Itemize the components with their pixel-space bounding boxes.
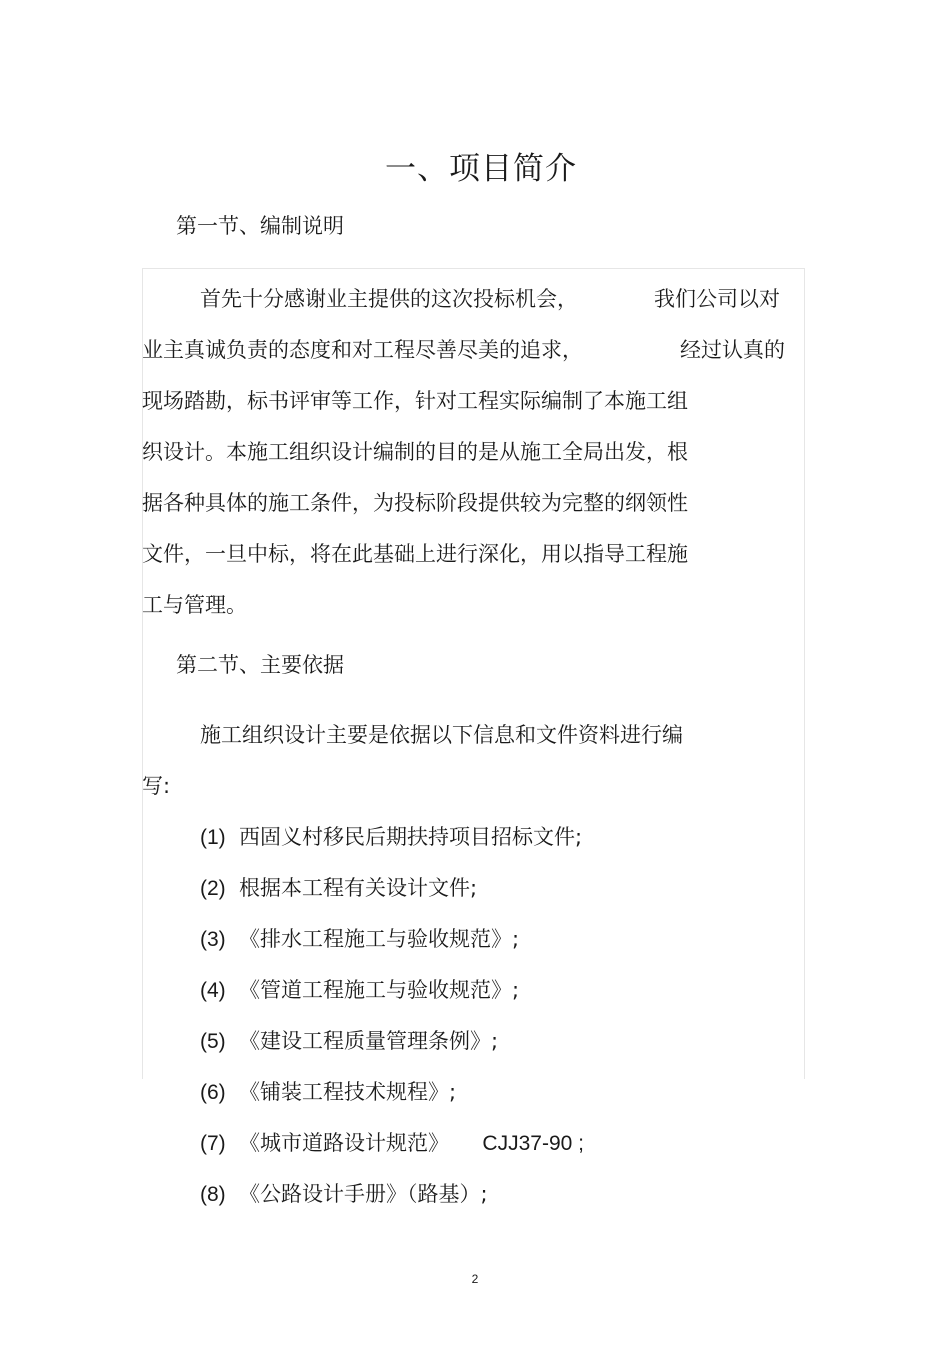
list-item: (6) 《铺装工程技术规程》; [200,1080,457,1104]
paragraph-line: 我们公司以对 [654,287,780,311]
paragraph-line: 织设计。本施工组织设计编制的目的是从施工全局出发，根 [142,440,688,464]
paragraph-line: 首先十分感谢业主提供的这次投标机会， [200,287,578,311]
list-item: (5) 《建设工程质量管理条例》; [200,1029,499,1053]
list-item: (8) 《公路设计手册》（路基）; [200,1182,488,1206]
list-item: (4) 《管道工程施工与验收规范》; [200,978,520,1002]
paragraph-line: 经过认真的 [680,338,785,362]
paragraph-line: 据各种具体的施工条件，为投标阶段提供较为完整的纲领性 [142,491,688,515]
intro-line: 写: [142,774,171,798]
list-item: (3) 《排水工程施工与验收规范》; [200,927,520,951]
page-title: 一、项目简介 [385,151,577,187]
paragraph-line: 工与管理。 [142,593,247,617]
list-item: (2) 根据本工程有关设计文件; [200,876,478,900]
page-number: 2 [471,1272,479,1286]
section-heading-2: 第二节、主要依据 [176,653,344,677]
paragraph-line: 文件，一旦中标，将在此基础上进行深化，用以指导工程施 [142,542,688,566]
paragraph-line: 现场踏勘，标书评审等工作，针对工程实际编制了本施工组 [142,389,688,413]
intro-line: 施工组织设计主要是依据以下信息和文件资料进行编 [200,723,683,747]
section-heading-1: 第一节、编制说明 [176,214,344,238]
paragraph-line: 业主真诚负责的态度和对工程尽善尽美的追求， [142,338,583,362]
list-item: (1) 西固义村移民后期扶持项目招标文件; [200,825,583,849]
list-item: (7) 《城市道路设计规范》 CJJ37-90 ; [200,1131,584,1155]
